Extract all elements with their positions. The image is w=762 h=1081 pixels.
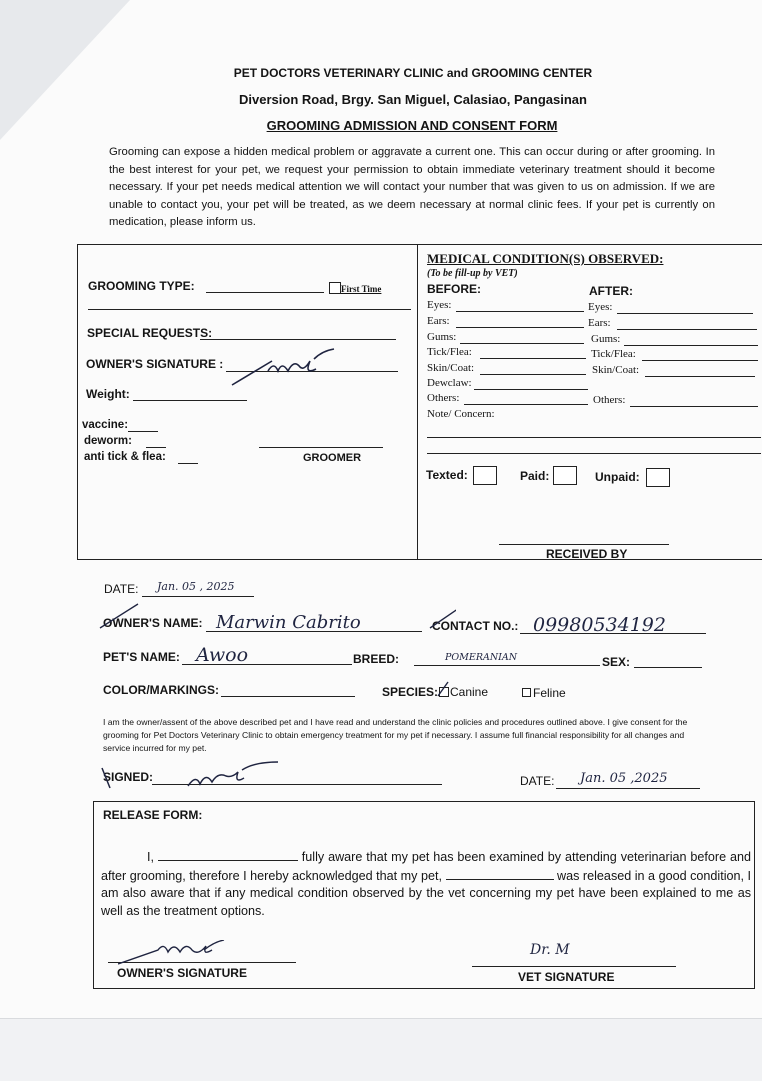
strike-marks (96, 598, 456, 638)
release-name-field[interactable] (158, 848, 298, 861)
before-gums-label: Gums: (427, 331, 457, 343)
vet-note: (To be fill-up by VET) (427, 268, 518, 279)
before-gums-field[interactable] (460, 343, 584, 344)
consent-text: I am the owner/assent of the above described pet and I have read and understand the clinic policies and procedures outlined above. I give consent for the grooming for Pet Doctors Veterinary Clinic to obtain emergency treatment for my pet if necessary. I assume full financial responsibility for all changes and service incurred for my pet. (103, 717, 688, 753)
release-i: I, (147, 850, 154, 864)
canine-label: Canine (450, 685, 489, 699)
signed-date-field[interactable] (556, 788, 700, 789)
after-eyes-label: Eyes: (588, 301, 613, 313)
contact-label: CONTACT NO.: (432, 619, 519, 633)
signed-scribble (96, 758, 286, 792)
anti-tick-label: anti tick & flea: (84, 451, 166, 463)
after-skincoat-field[interactable] (645, 376, 755, 377)
signed-label: SIGNED: (103, 770, 154, 784)
owner-signature-scribble (228, 345, 338, 387)
species-label: SPECIES: (382, 685, 439, 699)
after-eyes-field[interactable] (617, 313, 753, 314)
note-line-1[interactable] (427, 437, 761, 438)
after-others-label: Others: (593, 394, 626, 406)
before-dewclaw-label: Dewclaw: (427, 377, 472, 389)
after-gums-field[interactable] (624, 345, 758, 346)
vet-signature-label: VET SIGNATURE (518, 970, 615, 984)
date-field[interactable] (142, 596, 254, 597)
signed-date-value: Jan. 05 ,2025 (580, 771, 668, 786)
before-ears-label: Ears: (427, 315, 450, 327)
texted-checkbox[interactable] (473, 466, 497, 485)
feline-label: Feline (533, 686, 566, 700)
date-label: DATE: (104, 582, 139, 596)
received-by-label: RECEIVED BY (546, 547, 628, 561)
release-owner-signature-label: OWNER'S SIGNATURE (117, 966, 247, 980)
unpaid-label: Unpaid: (595, 470, 640, 484)
grooming-type-label: GROOMING TYPE: (88, 279, 195, 293)
medical-title: MEDICAL CONDITION(S) OBSERVED: (427, 251, 664, 266)
before-skincoat-field[interactable] (480, 374, 586, 375)
before-heading: BEFORE: (427, 282, 481, 296)
first-time-checkbox[interactable] (329, 282, 341, 294)
breed-value: POMERANIAN (445, 652, 518, 663)
first-time-label: First Time (341, 284, 382, 294)
release-title: RELEASE FORM: (103, 808, 203, 822)
after-gums-label: Gums: (591, 333, 621, 345)
groomer-label: GROOMER (303, 452, 362, 464)
texted-label: Texted: (426, 468, 468, 482)
sex-field[interactable] (634, 667, 702, 668)
vaccine-label: vaccine: (82, 419, 129, 431)
before-ears-field[interactable] (456, 327, 584, 328)
vet-signature-value: Dr. M (530, 942, 570, 958)
weight-label: Weight: (86, 387, 130, 401)
signed-date-label: DATE: (520, 774, 555, 788)
after-skincoat-label: Skin/Coat: (592, 364, 640, 376)
special-requests-field[interactable] (200, 339, 396, 340)
release-paragraph (101, 848, 751, 920)
owner-name-label: OWNER'S NAME: (103, 616, 203, 630)
after-ears-label: Ears: (588, 317, 611, 329)
canine-check-mark (436, 680, 450, 698)
note-concern-label: Note/ Concern: (427, 408, 495, 420)
before-eyes-label: Eyes: (427, 299, 452, 311)
before-eyes-field[interactable] (456, 311, 584, 312)
vet-signature-field[interactable] (472, 966, 676, 967)
unpaid-checkbox[interactable] (646, 468, 670, 487)
deworm-label: deworm: (84, 435, 132, 447)
intro-paragraph: Grooming can expose a hidden medical problem or aggravate a current one. This can occur during or after grooming. In the best interest for your pet, we request your permission to obtain immediate veterinary treatment should it become necessary. If your pet needs medical attention we will contact your number that was given to us on admission. If we are unable to contact you, your pet will be treated, as we deem necessary at normal clinic fees. If your pet is currently on medication, please inform us. (109, 146, 715, 228)
deworm-field[interactable] (146, 447, 166, 448)
clinic-name: PET DOCTORS VETERINARY CLINIC and GROOMING CENTER (233, 66, 593, 80)
feline-checkbox[interactable] (522, 688, 531, 697)
after-heading: AFTER: (589, 284, 633, 298)
clinic-address: Diversion Road, Brgy. San Miguel, Calasiao, Pangasinan (239, 92, 587, 107)
contact-value: 09980534192 (533, 614, 666, 636)
owner-name-value: Marwin Cabrito (216, 612, 361, 633)
grooming-type-line-2[interactable] (88, 309, 411, 310)
after-tickflea-label: Tick/Flea: (591, 348, 636, 360)
before-dewclaw-field[interactable] (474, 389, 588, 390)
pet-name-value: Awoo (196, 644, 249, 666)
after-ears-field[interactable] (617, 329, 757, 330)
owner-signature-label: OWNER'S SIGNATURE : (86, 357, 224, 371)
before-others-label: Others: (427, 392, 460, 404)
breed-label: BREED: (353, 652, 400, 666)
date-value: Jan. 05 , 2025 (157, 580, 235, 593)
note-line-2[interactable] (427, 453, 761, 454)
paper-bottom-edge (0, 1018, 762, 1081)
release-text-1: fully aware that my pet has been examined by attending veterinarian before and after grooming, therefore I hereby acknowledged that my pet, (101, 850, 751, 883)
color-markings-label: COLOR/MARKINGS: (103, 683, 219, 697)
received-by-field[interactable] (499, 544, 669, 545)
grooming-type-field[interactable] (206, 292, 324, 293)
after-others-field[interactable] (630, 406, 758, 407)
special-requests-label: SPECIAL REQUESTS: (87, 326, 213, 340)
release-owner-scribble (118, 940, 238, 968)
pet-name-label: PET'S NAME: (103, 650, 180, 664)
before-skincoat-label: Skin/Coat: (427, 362, 475, 374)
breed-field[interactable] (414, 665, 600, 666)
before-others-field[interactable] (464, 404, 588, 405)
weight-field[interactable] (133, 400, 247, 401)
form-title: GROOMING ADMISSION AND CONSENT FORM (266, 118, 558, 133)
before-tickflea-label: Tick/Flea: (427, 346, 472, 358)
after-tickflea-field[interactable] (642, 360, 758, 361)
paid-label: Paid: (520, 469, 550, 483)
vaccine-field[interactable] (128, 431, 158, 432)
release-text-2: was released in a good condition, I am also aware that if any medical condition observed by the vet concerning my pet have been explained to me as well as the treatment options. (101, 868, 752, 918)
before-tickflea-field[interactable] (480, 358, 586, 359)
anti-tick-field[interactable] (178, 463, 198, 464)
sex-label: SEX: (602, 655, 631, 669)
groomer-signature-field[interactable] (259, 447, 383, 448)
table-divider (417, 244, 418, 560)
release-pet-field[interactable] (446, 867, 554, 880)
paid-checkbox[interactable] (553, 466, 577, 485)
color-markings-field[interactable] (221, 696, 355, 697)
